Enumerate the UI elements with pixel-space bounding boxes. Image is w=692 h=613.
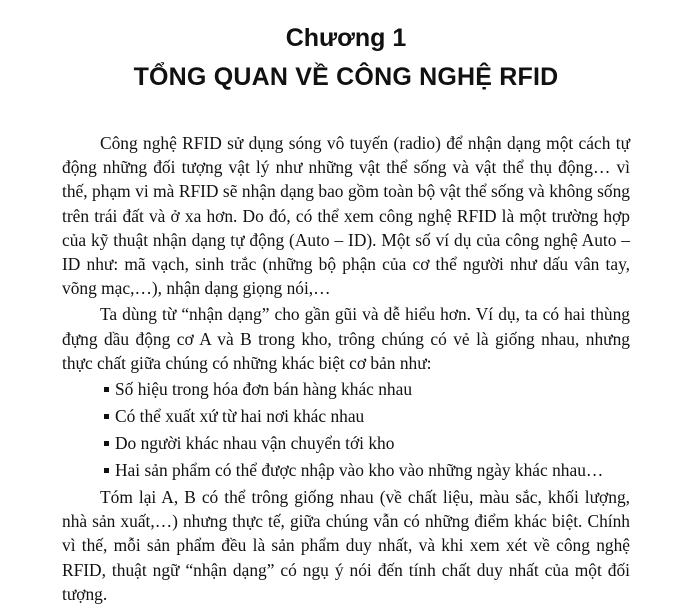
difference-list — [62, 377, 630, 483]
square-bullet-icon — [104, 414, 109, 419]
square-bullet-icon — [104, 387, 109, 392]
list-item — [104, 404, 630, 429]
paragraph-conclusion: Tóm lại A, B có thể trông giống nhau (về chất liệu, màu sắc, khối lượng, nhà sản xuất,…) nhưng thực tế, giữa chúng vẫn có những điểm khác biệt. Chính vì thế, mỗi sản phẩm đều là sản phẩm duy nhất, và khi xem xét về công nghệ RFID, thuật ngữ “nhận dạng” có ngụ ý nói đến tính chất duy nhất của một đối tượng. — [62, 487, 630, 604]
list-item-text: Có thể xuất xứ từ hai nơi khác nhau — [115, 406, 365, 427]
paragraph-intro: Công nghệ RFID sử dụng sóng vô tuyến (radio) để nhận dạng một cách tự động những đối tượng vật lý như những vật thể sống và vật thể thụ động… vì thế, phạm vi mà RFID sẽ nhận dạng bao gồm toàn bộ vật thể sống và không sống trên trái đất và ở xa hơn. Do đó, có thể xem công nghệ RFID là một trường hợp của kỹ thuật nhận dạng tự động (Auto – ID). Một số ví dụ của công nghệ Auto – ID như: mã vạch, sinh trắc (những bộ phận của cơ thể người như dấu vân tay, võng mạc,…), nhận dạng giọng nói,… — [62, 133, 630, 299]
chapter-heading: Chương 1 — [285, 24, 407, 52]
square-bullet-icon — [104, 468, 109, 473]
list-item — [104, 431, 630, 456]
body-text — [62, 131, 630, 606]
list-item-text: Do người khác nhau vận chuyển tới kho — [115, 433, 395, 454]
list-item-text: Số hiệu trong hóa đơn bán hàng khác nhau — [115, 379, 413, 400]
list-item-text: Hai sản phẩm có thể được nhập vào kho vào những ngày khác nhau… — [115, 460, 604, 481]
square-bullet-icon — [104, 441, 109, 446]
paragraph-example: Ta dùng từ “nhận dạng” cho gần gũi và dễ hiểu hơn. Ví dụ, ta có hai thùng đựng dầu động cơ A và B trong kho, trông chúng có vẻ là giống nhau, nhưng thực chất giữa chúng có những khác biệt cơ bản như: — [62, 304, 630, 373]
list-item — [104, 377, 630, 402]
list-item — [104, 458, 630, 483]
chapter-title: TỔNG QUAN VỀ CÔNG NGHỆ RFID — [133, 63, 559, 91]
